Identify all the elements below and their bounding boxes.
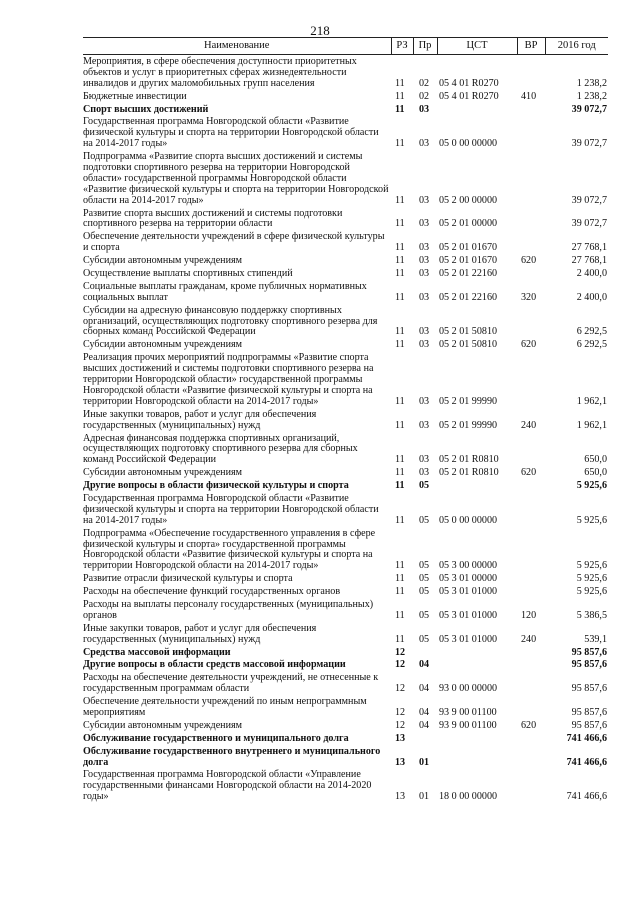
cell-rz: 13 — [395, 791, 406, 803]
cell-sum: 5 925,6 — [576, 560, 607, 572]
cell-vr — [517, 432, 545, 467]
table-row — [83, 254, 608, 267]
table-row — [83, 90, 608, 103]
header-name: Наименование — [83, 38, 391, 55]
cell-sum: 1 962,1 — [576, 419, 607, 431]
cell-rz: 12 — [395, 646, 406, 658]
cell-pr: 05 — [419, 480, 430, 492]
cell-pr — [413, 646, 437, 659]
cell-rz: 11 — [395, 633, 405, 645]
cell-vr — [517, 351, 545, 407]
table-row — [83, 768, 608, 803]
header-vr: ВР — [517, 38, 545, 55]
cell-rz: 11 — [395, 268, 405, 280]
cell-name: Бюджетные инвестиции — [83, 90, 187, 102]
cell-rz: 11 — [395, 454, 405, 466]
cell-name: Расходы на обеспечение деятельности учреждений, не отнесенные к государственным программам области — [83, 672, 379, 695]
cell-name: Другие вопросы в области средств массовой информации — [83, 659, 346, 671]
page-number: 218 — [310, 23, 330, 38]
cell-pr: 03 — [419, 218, 430, 230]
cell-cst: 05 2 01 00000 — [439, 218, 498, 230]
table-row — [83, 280, 608, 304]
cell-sum: 650,0 — [584, 467, 607, 479]
cell-cst: 93 9 00 01100 — [439, 706, 497, 718]
table-row — [83, 622, 608, 646]
cell-sum: 5 925,6 — [576, 586, 607, 598]
cell-vr — [517, 745, 545, 769]
cell-sum: 5 386,5 — [576, 609, 607, 621]
cell-name: Обеспечение деятельности учреждений по иным непрограммным мероприятиям — [83, 696, 367, 718]
cell-pr: 03 — [419, 103, 430, 115]
cell-rz: 11 — [395, 395, 405, 407]
cell-rz: 11 — [395, 419, 405, 431]
cell-rz: 11 — [395, 609, 405, 621]
cell-name: Обслуживание государственного и муниципального долга — [83, 732, 349, 744]
cell-rz: 12 — [395, 719, 406, 731]
cell-vr — [517, 479, 545, 492]
cell-cst: 05 2 01 50810 — [439, 339, 498, 351]
cell-cst: 05 3 01 01000 — [439, 609, 498, 621]
cell-vr: 240 — [521, 419, 537, 431]
cell-vr — [517, 572, 545, 585]
cell-rz: 11 — [395, 90, 405, 102]
cell-name: Субсидии автономным учреждениям — [83, 719, 243, 731]
header-sum: 2016 год — [545, 38, 608, 55]
cell-sum: 539,1 — [584, 633, 607, 645]
table-body — [83, 55, 608, 804]
table-row — [83, 338, 608, 351]
cell-name: Субсидии автономным учреждениям — [83, 255, 243, 267]
cell-rz: 11 — [395, 573, 405, 585]
cell-pr: 02 — [419, 90, 430, 102]
cell-cst: 05 0 00 00000 — [439, 138, 498, 150]
cell-rz: 11 — [395, 255, 405, 267]
cell-cst: 05 2 01 22160 — [439, 291, 498, 303]
cell-pr: 05 — [419, 514, 430, 526]
header-pr: Пр — [413, 38, 437, 55]
cell-rz: 13 — [395, 756, 406, 768]
cell-name: Субсидии автономным учреждениям — [83, 339, 243, 351]
cell-vr — [517, 207, 545, 231]
budget-table — [83, 37, 608, 803]
cell-sum: 2 400,0 — [576, 268, 607, 280]
cell-name: Реализация прочих мероприятий подпрограммы «Развитие спорта высших достижений и системы подготовки спортивного резерва на территории Новгородской области» государственной программы Новгородской области «Развитие физической культуры и спорта на территории Новгородской области на 2014-2017 годы» — [83, 352, 374, 407]
cell-cst: 05 4 01 R0270 — [439, 90, 499, 102]
table-row — [83, 115, 608, 150]
cell-name: Расходы на обеспечение функций государственных органов — [83, 586, 341, 598]
cell-sum: 5 925,6 — [576, 514, 607, 526]
cell-sum: 27 768,1 — [571, 242, 607, 254]
cell-sum: 2 400,0 — [576, 291, 607, 303]
cell-name: Расходы на выплаты персоналу государственных (муниципальных) органов — [83, 598, 374, 621]
cell-vr: 410 — [521, 90, 537, 102]
table-row — [83, 492, 608, 527]
cell-rz: 11 — [395, 138, 405, 150]
cell-name: Спорт высших достижений — [83, 103, 209, 115]
cell-rz: 11 — [395, 103, 405, 115]
cell-rz: 12 — [395, 659, 406, 671]
cell-vr — [517, 768, 545, 803]
cell-sum: 6 292,5 — [576, 339, 607, 351]
cell-cst: 05 2 01 R0810 — [439, 467, 499, 479]
table-row — [83, 695, 608, 719]
header-cst: ЦСТ — [437, 38, 517, 55]
cell-name: Мероприятия, в сфере обеспечения доступности приоритетных объектов и услуг в приоритетных сферах жизнедеятельности инвалидов и других маломобильных групп населения — [83, 56, 357, 89]
cell-name: Иные закупки товаров, работ и услуг для обеспечения государственных (муниципальных) нужд — [83, 622, 317, 645]
cell-sum: 95 857,6 — [571, 646, 607, 658]
cell-rz: 12 — [395, 683, 406, 695]
cell-rz: 11 — [395, 339, 405, 351]
cell-name: Субсидии автономным учреждениям — [83, 467, 243, 479]
cell-name: Иные закупки товаров, работ и услуг для обеспечения государственных (муниципальных) нужд — [83, 408, 317, 431]
cell-name: Другие вопросы в области физической культуры и спорта — [83, 480, 349, 492]
table-header — [83, 38, 608, 55]
cell-rz: 11 — [395, 467, 405, 479]
table-row — [83, 585, 608, 598]
cell-name: Государственная программа Новгородской области «Развитие физической культуры и спорта на территории Новгородской области на 2014-2017 годы» — [83, 116, 379, 150]
cell-name: Адресная финансовая поддержка спортивных организаций, осуществляющих подготовку спортивного резерва для сборных команд Российской Федерации — [83, 432, 358, 466]
cell-vr — [517, 150, 545, 206]
cell-pr: 03 — [419, 291, 430, 303]
cell-pr: 04 — [419, 706, 430, 718]
cell-sum: 650,0 — [584, 454, 607, 466]
cell-name: Развитие спорта высших достижений и системы подготовки спортивного резерва на территории области — [83, 207, 343, 230]
table-row — [83, 432, 608, 467]
cell-vr — [517, 267, 545, 280]
cell-sum: 5 925,6 — [576, 480, 607, 492]
cell-pr: 03 — [419, 194, 430, 206]
cell-sum: 27 768,1 — [571, 255, 607, 267]
table-row — [83, 351, 608, 407]
cell-sum: 39 072,7 — [571, 218, 607, 230]
cell-sum: 1 238,2 — [576, 90, 607, 102]
cell-vr — [517, 658, 545, 671]
table-row — [83, 719, 608, 732]
cell-pr: 01 — [419, 791, 430, 803]
cell-pr: 03 — [419, 255, 430, 267]
cell-cst: 05 2 01 99990 — [439, 395, 498, 407]
cell-name: Социальные выплаты гражданам, кроме публичных нормативных социальных выплат — [83, 280, 367, 303]
cell-sum: 6 292,5 — [576, 326, 607, 338]
cell-cst — [437, 745, 517, 769]
table-row — [83, 267, 608, 280]
cell-name: Государственная программа Новгородской области «Развитие физической культуры и спорта на территории Новгородской области на 2014-2017 годы» — [83, 492, 379, 526]
cell-cst: 05 2 01 01670 — [439, 242, 498, 254]
cell-sum: 39 072,7 — [571, 138, 607, 150]
cell-cst: 05 3 01 01000 — [439, 586, 498, 598]
cell-name: Обеспечение деятельности учреждений в сфере физической культуры и спорта — [83, 231, 385, 254]
cell-name: Субсидии на адресную финансовую поддержку спортивных организаций, осуществляющих подготовку спортивного резерва для сборных команд Российской Федерации — [83, 304, 378, 338]
cell-cst — [437, 103, 517, 116]
table-row — [83, 103, 608, 116]
cell-vr — [517, 55, 545, 90]
cell-cst: 05 4 01 R0270 — [439, 77, 499, 89]
cell-pr: 05 — [419, 573, 430, 585]
cell-rz: 11 — [395, 218, 405, 230]
table-row — [83, 671, 608, 695]
table-row — [83, 55, 608, 90]
cell-name: Подпрограмма «Развитие спорта высших достижений и системы подготовки спортивного резерва на территории Новгородской области» государственной программы Новгородской области «Развитие физической культуры и спорта на территории Новгородской области на 2014-2017 годы» — [83, 151, 389, 206]
cell-cst: 05 3 01 00000 — [439, 573, 498, 585]
cell-vr: 620 — [521, 255, 537, 267]
cell-vr: 240 — [521, 633, 537, 645]
cell-cst: 05 2 00 00000 — [439, 194, 498, 206]
table-row — [83, 527, 608, 573]
cell-rz: 11 — [395, 480, 405, 492]
cell-vr — [517, 671, 545, 695]
cell-sum: 39 072,7 — [571, 103, 607, 115]
cell-cst: 05 2 01 22160 — [439, 268, 498, 280]
table-row — [83, 304, 608, 339]
cell-vr — [517, 115, 545, 150]
cell-cst: 05 2 01 R0810 — [439, 454, 499, 466]
table-row — [83, 745, 608, 769]
cell-vr: 620 — [521, 339, 537, 351]
cell-name: Развитие отрасли физической культуры и спорта — [83, 573, 293, 585]
cell-pr: 01 — [419, 756, 430, 768]
cell-pr: 05 — [419, 586, 430, 598]
cell-rz: 11 — [395, 291, 405, 303]
cell-cst — [437, 479, 517, 492]
cell-pr: 03 — [419, 419, 430, 431]
cell-cst — [437, 646, 517, 659]
cell-pr: 03 — [419, 242, 430, 254]
cell-vr: 120 — [521, 609, 537, 621]
cell-cst: 05 0 00 00000 — [439, 514, 498, 526]
cell-pr: 03 — [419, 268, 430, 280]
cell-name: Осуществление выплаты спортивных стипендий — [83, 268, 293, 280]
cell-rz: 11 — [395, 586, 405, 598]
cell-cst — [437, 732, 517, 745]
cell-pr: 03 — [419, 339, 430, 351]
cell-sum: 1 238,2 — [576, 77, 607, 89]
cell-pr: 05 — [419, 633, 430, 645]
cell-pr: 03 — [419, 454, 430, 466]
cell-pr: 03 — [419, 138, 430, 150]
cell-rz: 12 — [395, 706, 406, 718]
cell-name: Подпрограмма «Обеспечение государственного управления в сфере физической культуры и спорта» государственной программы Новгородской области «Развитие физической культуры и спорта на территории Новгородской области на 2014-2017 годы» — [83, 527, 376, 572]
cell-pr: 05 — [419, 609, 430, 621]
table-row — [83, 572, 608, 585]
cell-name: Обслуживание государственного внутреннего и муниципального долга — [83, 745, 381, 768]
cell-name: Государственная программа Новгородской области «Управление государственными финансами Новгородской области на 2014-2020 годы» — [83, 769, 372, 803]
cell-sum: 95 857,6 — [571, 719, 607, 731]
cell-vr — [517, 492, 545, 527]
cell-vr — [517, 732, 545, 745]
cell-pr: 04 — [419, 719, 430, 731]
cell-sum: 5 925,6 — [576, 573, 607, 585]
table-row — [83, 732, 608, 745]
cell-sum: 39 072,7 — [571, 194, 607, 206]
cell-vr — [517, 695, 545, 719]
cell-pr: 04 — [419, 683, 430, 695]
cell-sum: 741 466,6 — [566, 732, 607, 744]
cell-vr — [517, 527, 545, 573]
cell-vr — [517, 230, 545, 254]
cell-cst: 05 2 01 01670 — [439, 255, 498, 267]
cell-name: Средства массовой информации — [83, 646, 231, 658]
cell-cst: 93 0 00 00000 — [439, 683, 498, 695]
cell-pr: 03 — [419, 395, 430, 407]
cell-rz: 11 — [395, 242, 405, 254]
table-row — [83, 150, 608, 206]
cell-cst: 05 2 01 50810 — [439, 326, 498, 338]
cell-vr — [517, 646, 545, 659]
cell-pr: 03 — [419, 326, 430, 338]
cell-cst: 05 3 00 00000 — [439, 560, 498, 572]
cell-cst: 05 2 01 99990 — [439, 419, 498, 431]
table-row — [83, 408, 608, 432]
cell-cst: 05 3 01 01000 — [439, 633, 498, 645]
cell-rz: 11 — [395, 560, 405, 572]
cell-vr: 620 — [521, 467, 537, 479]
cell-rz: 11 — [395, 77, 405, 89]
table-row — [83, 646, 608, 659]
cell-rz: 13 — [395, 732, 406, 744]
cell-rz: 11 — [395, 326, 405, 338]
cell-cst: 18 0 00 00000 — [439, 791, 498, 803]
cell-pr: 05 — [419, 560, 430, 572]
cell-vr — [517, 304, 545, 339]
cell-sum: 741 466,6 — [566, 756, 607, 768]
cell-pr — [413, 732, 437, 745]
cell-pr: 03 — [419, 467, 430, 479]
table-row — [83, 598, 608, 622]
cell-sum: 95 857,6 — [571, 706, 607, 718]
cell-vr: 320 — [521, 291, 537, 303]
cell-vr — [517, 103, 545, 116]
cell-sum: 1 962,1 — [576, 395, 607, 407]
table-row — [83, 658, 608, 671]
cell-rz: 11 — [395, 194, 405, 206]
cell-pr: 04 — [419, 659, 430, 671]
cell-sum: 741 466,6 — [566, 791, 607, 803]
table-row — [83, 479, 608, 492]
header-rz: РЗ — [391, 38, 413, 55]
cell-vr: 620 — [521, 719, 537, 731]
table-row — [83, 207, 608, 231]
cell-cst — [437, 658, 517, 671]
cell-pr: 02 — [419, 77, 430, 89]
cell-cst: 93 9 00 01100 — [439, 719, 497, 731]
cell-sum: 95 857,6 — [571, 683, 607, 695]
cell-rz: 11 — [395, 514, 405, 526]
table-row — [83, 466, 608, 479]
cell-sum: 95 857,6 — [571, 659, 607, 671]
cell-vr — [517, 585, 545, 598]
table-row — [83, 230, 608, 254]
